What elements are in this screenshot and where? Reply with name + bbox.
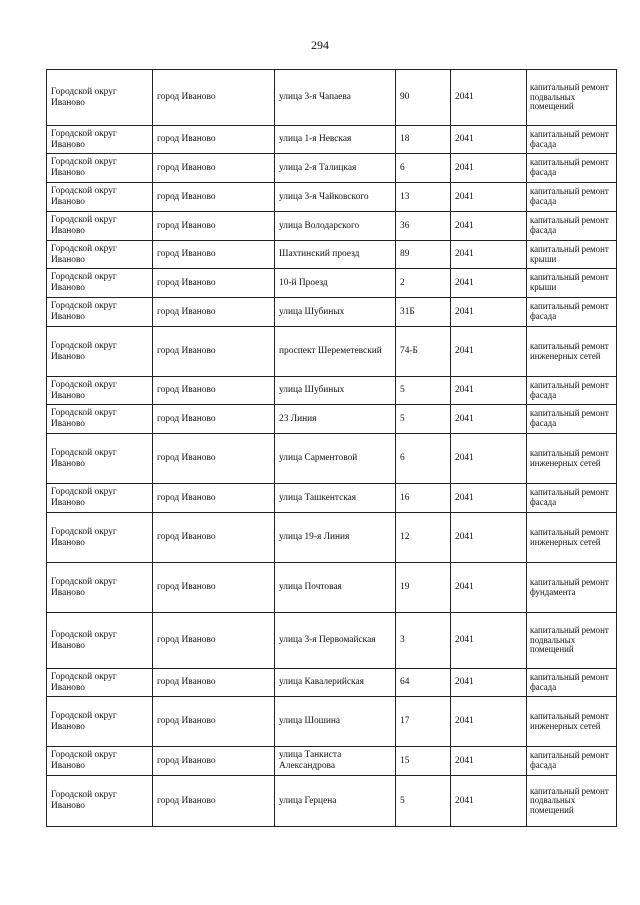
house-number-cell: 64 xyxy=(396,669,451,697)
city-cell: город Иваново xyxy=(153,613,275,669)
table-row xyxy=(47,776,617,827)
work-type-cell: капитальный ремонт фасада xyxy=(527,212,617,241)
house-number-cell: 6 xyxy=(396,154,451,183)
table-row xyxy=(47,126,617,154)
city-cell: город Иваново xyxy=(153,563,275,613)
year-cell: 2041 xyxy=(451,563,527,613)
city-cell: город Иваново xyxy=(153,269,275,298)
table-row xyxy=(47,212,617,241)
street-cell: улица 1-я Невская xyxy=(275,126,396,154)
district-cell: Городской округ Иваново xyxy=(47,669,153,697)
year-cell: 2041 xyxy=(451,697,527,747)
city-cell: город Иваново xyxy=(153,241,275,269)
table-row xyxy=(47,298,617,327)
city-cell: город Иваново xyxy=(153,212,275,241)
house-number-cell: 2 xyxy=(396,269,451,298)
table-row xyxy=(47,183,617,212)
street-cell: проспект Шереметевский xyxy=(275,327,396,377)
work-type-cell: капитальный ремонт подвальных помещений xyxy=(527,70,617,126)
city-cell: город Иваново xyxy=(153,70,275,126)
work-type-cell: капитальный ремонт крыши xyxy=(527,269,617,298)
house-number-cell: 3 xyxy=(396,613,451,669)
work-type-cell: капитальный ремонт инженерных сетей xyxy=(527,697,617,747)
repair-schedule-table xyxy=(46,69,617,827)
work-type-cell: капитальный ремонт крыши xyxy=(527,241,617,269)
table-row xyxy=(47,513,617,563)
street-cell: улица Шошина xyxy=(275,697,396,747)
street-cell: улица 19-я Линия xyxy=(275,513,396,563)
district-cell: Городской округ Иваново xyxy=(47,241,153,269)
street-cell: улица Ташкентская xyxy=(275,484,396,513)
street-cell: улица 3-я Чайковского xyxy=(275,183,396,212)
house-number-cell: 13 xyxy=(396,183,451,212)
house-number-cell: 5 xyxy=(396,405,451,434)
house-number-cell: 89 xyxy=(396,241,451,269)
district-cell: Городской округ Иваново xyxy=(47,70,153,126)
house-number-cell: 18 xyxy=(396,126,451,154)
street-cell: улица Володарского xyxy=(275,212,396,241)
house-number-cell: 31Б xyxy=(396,298,451,327)
district-cell: Городской округ Иваново xyxy=(47,563,153,613)
year-cell: 2041 xyxy=(451,484,527,513)
street-cell: улица 2-я Талицкая xyxy=(275,154,396,183)
city-cell: город Иваново xyxy=(153,776,275,827)
house-number-cell: 16 xyxy=(396,484,451,513)
table-row xyxy=(47,484,617,513)
table-row xyxy=(47,241,617,269)
city-cell: город Иваново xyxy=(153,697,275,747)
table-row xyxy=(47,70,617,126)
city-cell: город Иваново xyxy=(153,747,275,776)
street-cell: улица Шубиных xyxy=(275,298,396,327)
city-cell: город Иваново xyxy=(153,183,275,212)
year-cell: 2041 xyxy=(451,269,527,298)
year-cell: 2041 xyxy=(451,669,527,697)
city-cell: город Иваново xyxy=(153,434,275,484)
work-type-cell: капитальный ремонт фасада xyxy=(527,484,617,513)
city-cell: город Иваново xyxy=(153,484,275,513)
street-cell: улица Кавалерийская xyxy=(275,669,396,697)
house-number-cell: 90 xyxy=(396,70,451,126)
house-number-cell: 17 xyxy=(396,697,451,747)
street-cell: улица Шубиных xyxy=(275,377,396,405)
year-cell: 2041 xyxy=(451,154,527,183)
street-cell: 10-й Проезд xyxy=(275,269,396,298)
street-cell: Шахтинский проезд xyxy=(275,241,396,269)
city-cell: город Иваново xyxy=(153,327,275,377)
table-row xyxy=(47,613,617,669)
district-cell: Городской округ Иваново xyxy=(47,269,153,298)
street-cell: улица Почтовая xyxy=(275,563,396,613)
work-type-cell: капитальный ремонт фасада xyxy=(527,669,617,697)
year-cell: 2041 xyxy=(451,241,527,269)
work-type-cell: капитальный ремонт фасада xyxy=(527,747,617,776)
house-number-cell: 5 xyxy=(396,776,451,827)
table-row xyxy=(47,327,617,377)
table-row xyxy=(47,377,617,405)
district-cell: Городской округ Иваново xyxy=(47,126,153,154)
city-cell: город Иваново xyxy=(153,405,275,434)
city-cell: город Иваново xyxy=(153,377,275,405)
year-cell: 2041 xyxy=(451,126,527,154)
year-cell: 2041 xyxy=(451,747,527,776)
city-cell: город Иваново xyxy=(153,513,275,563)
city-cell: город Иваново xyxy=(153,154,275,183)
district-cell: Городской округ Иваново xyxy=(47,327,153,377)
work-type-cell: капитальный ремонт фасада xyxy=(527,183,617,212)
district-cell: Городской округ Иваново xyxy=(47,697,153,747)
street-cell: улица 3-я Чапаева xyxy=(275,70,396,126)
district-cell: Городской округ Иваново xyxy=(47,154,153,183)
work-type-cell: капитальный ремонт подвальных помещений xyxy=(527,613,617,669)
street-cell: улица Сарментовой xyxy=(275,434,396,484)
table-row xyxy=(47,434,617,484)
house-number-cell: 36 xyxy=(396,212,451,241)
work-type-cell: капитальный ремонт инженерных сетей xyxy=(527,513,617,563)
district-cell: Городской округ Иваново xyxy=(47,377,153,405)
table-row xyxy=(47,405,617,434)
street-cell: улица Герцена xyxy=(275,776,396,827)
street-cell: улица Танкиста Александрова xyxy=(275,747,396,776)
year-cell: 2041 xyxy=(451,434,527,484)
table-row xyxy=(47,269,617,298)
year-cell: 2041 xyxy=(451,298,527,327)
street-cell: улица 3-я Первомайская xyxy=(275,613,396,669)
district-cell: Городской округ Иваново xyxy=(47,212,153,241)
district-cell: Городской округ Иваново xyxy=(47,405,153,434)
work-type-cell: капитальный ремонт фасада xyxy=(527,298,617,327)
work-type-cell: капитальный ремонт фасада xyxy=(527,126,617,154)
house-number-cell: 74-Б xyxy=(396,327,451,377)
page-number: 294 xyxy=(311,38,329,52)
work-type-cell: капитальный ремонт фундамента xyxy=(527,563,617,613)
year-cell: 2041 xyxy=(451,613,527,669)
work-type-cell: капитальный ремонт фасада xyxy=(527,377,617,405)
city-cell: город Иваново xyxy=(153,126,275,154)
district-cell: Городской округ Иваново xyxy=(47,747,153,776)
work-type-cell: капитальный ремонт инженерных сетей xyxy=(527,434,617,484)
year-cell: 2041 xyxy=(451,776,527,827)
district-cell: Городской округ Иваново xyxy=(47,513,153,563)
district-cell: Городской округ Иваново xyxy=(47,776,153,827)
house-number-cell: 12 xyxy=(396,513,451,563)
table-row xyxy=(47,747,617,776)
year-cell: 2041 xyxy=(451,327,527,377)
year-cell: 2041 xyxy=(451,405,527,434)
house-number-cell: 5 xyxy=(396,377,451,405)
district-cell: Городской округ Иваново xyxy=(47,484,153,513)
year-cell: 2041 xyxy=(451,70,527,126)
year-cell: 2041 xyxy=(451,212,527,241)
district-cell: Городской округ Иваново xyxy=(47,613,153,669)
district-cell: Городской округ Иваново xyxy=(47,298,153,327)
year-cell: 2041 xyxy=(451,183,527,212)
year-cell: 2041 xyxy=(451,377,527,405)
house-number-cell: 6 xyxy=(396,434,451,484)
work-type-cell: капитальный ремонт фасада xyxy=(527,154,617,183)
house-number-cell: 19 xyxy=(396,563,451,613)
district-cell: Городской округ Иваново xyxy=(47,434,153,484)
city-cell: город Иваново xyxy=(153,669,275,697)
work-type-cell: капитальный ремонт фасада xyxy=(527,405,617,434)
street-cell: 23 Линия xyxy=(275,405,396,434)
work-type-cell: капитальный ремонт инженерных сетей xyxy=(527,327,617,377)
house-number-cell: 15 xyxy=(396,747,451,776)
year-cell: 2041 xyxy=(451,513,527,563)
work-type-cell: капитальный ремонт подвальных помещений xyxy=(527,776,617,827)
table-row xyxy=(47,154,617,183)
city-cell: город Иваново xyxy=(153,298,275,327)
table-row xyxy=(47,697,617,747)
district-cell: Городской округ Иваново xyxy=(47,183,153,212)
table-row xyxy=(47,563,617,613)
table-row xyxy=(47,669,617,697)
